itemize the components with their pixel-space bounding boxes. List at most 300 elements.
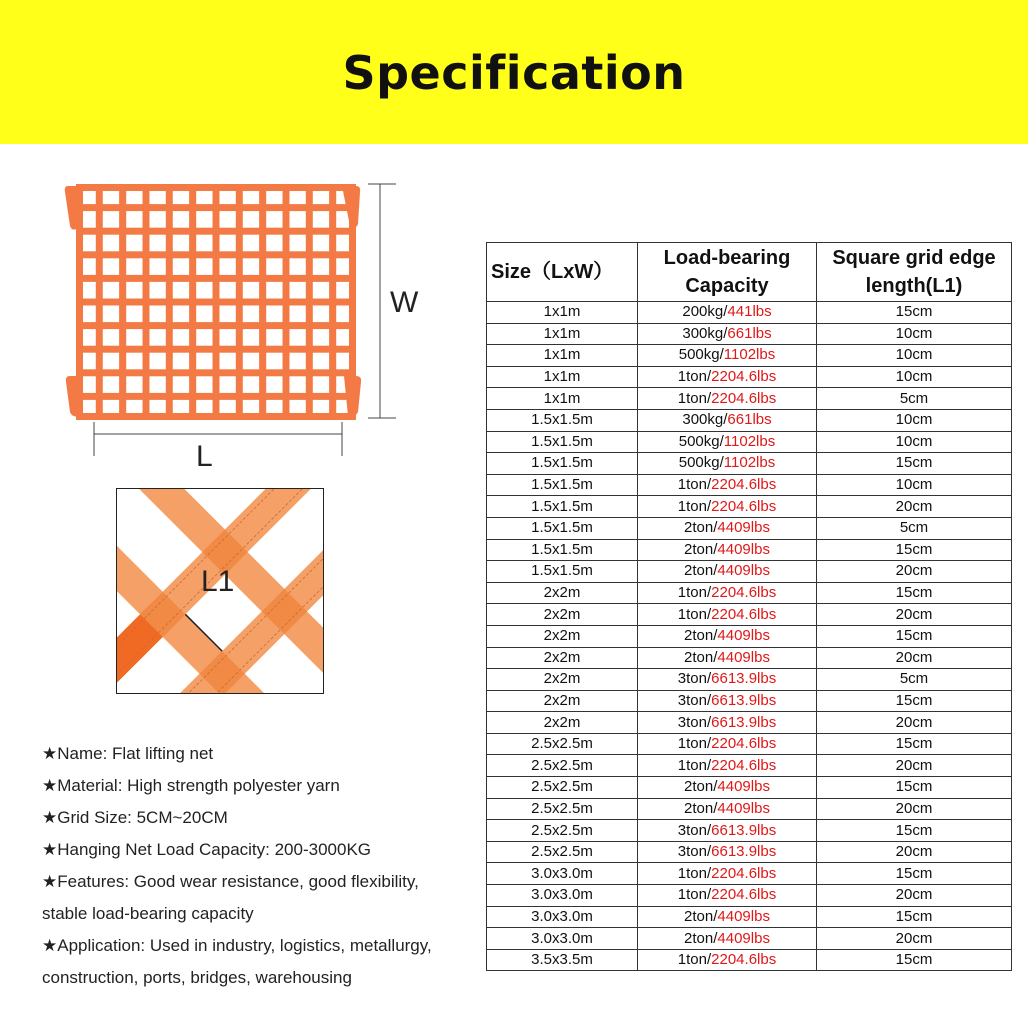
feature-text: Hanging Net Load Capacity: 200-3000KG [57,840,372,859]
table-row [487,669,1012,691]
net-grid-hole [126,235,142,252]
capacity-metric: 2ton/ [684,907,718,925]
capacity-metric: 2ton/ [684,627,718,645]
cell-capacity [638,863,817,885]
lifting-net-image [62,176,442,476]
net-grid-hole [173,400,189,413]
net-grid-hole [313,282,329,299]
net-grid-hole [173,211,189,228]
cell-grid: 20cm [817,928,1012,950]
capacity-lbs: 2204.6lbs [711,756,777,774]
net-grid-hole [103,376,119,393]
col-header-size: Size（LxW） [487,243,638,302]
net-grid-hole [196,191,212,204]
cell-grid: 5cm [817,388,1012,410]
cell-size: 1.5x1.5m [487,431,638,453]
star-icon: ★ [42,808,58,827]
feature-text: construction, ports, bridges, warehousing [42,968,352,987]
net-grid-hole [290,191,306,204]
feature-item [42,770,482,802]
net-grid-hole [173,306,189,323]
net-grid-hole [220,235,236,252]
net-grid-hole [243,235,259,252]
net-grid-hole [126,282,142,299]
capacity-lbs: 4409lbs [717,907,770,925]
net-grid-hole [336,329,349,346]
capacity-metric: 200kg/ [682,303,728,321]
cell-capacity [638,409,817,431]
net-grid-hole [266,235,282,252]
net-grid-hole [266,211,282,228]
table-row [487,561,1012,583]
table-row [487,604,1012,626]
net-grid-hole [173,191,189,204]
net-grid-hole [243,306,259,323]
capacity-lbs: 4409lbs [717,562,770,580]
net-grid-hole [103,329,119,346]
capacity-lbs: 6613.9lbs [711,713,777,731]
net-grid-hole [266,329,282,346]
cell-grid: 20cm [817,841,1012,863]
net-grid-hole [290,353,306,370]
cell-size: 2x2m [487,647,638,669]
capacity-lbs: 2204.6lbs [711,368,777,386]
table-row [487,388,1012,410]
cell-size: 1.5x1.5m [487,496,638,518]
net-grid-hole [103,306,119,323]
capacity-lbs: 2204.6lbs [711,886,777,904]
capacity-lbs: 6613.9lbs [711,691,777,709]
capacity-metric: 1ton/ [677,886,712,904]
cell-size: 2x2m [487,690,638,712]
table-row [487,755,1012,777]
cell-capacity [638,431,817,453]
cell-capacity [638,604,817,626]
cell-grid: 15cm [817,820,1012,842]
net-grid-hole [243,191,259,204]
cell-grid: 15cm [817,733,1012,755]
net-grid-hole [290,306,306,323]
table-row [487,366,1012,388]
net-grid-hole [336,211,349,228]
capacity-lbs: 2204.6lbs [711,497,777,515]
capacity-lbs: 661lbs [727,324,772,342]
table-row [487,431,1012,453]
net-grid-hole [103,400,119,413]
cell-grid: 15cm [817,863,1012,885]
cell-grid: 5cm [817,517,1012,539]
cell-capacity [638,949,817,971]
net-grid-hole [126,329,142,346]
cell-size: 3.0x3.0m [487,928,638,950]
cell-capacity [638,517,817,539]
net-grid-hole [266,191,282,204]
feature-text: Material: High strength polyester yarn [57,776,340,795]
net-grid-hole [103,191,119,204]
net-grid-hole [220,376,236,393]
cell-size: 1x1m [487,388,638,410]
dim-label-l1: L1 [201,565,235,598]
capacity-metric: 300kg/ [682,411,728,429]
table-row [487,949,1012,971]
cell-size: 1x1m [487,323,638,345]
feature-item [42,962,482,994]
net-grid-hole [103,235,119,252]
cell-grid: 10cm [817,431,1012,453]
table-row [487,345,1012,367]
star-icon: ★ [42,840,58,859]
net-grid-hole [150,400,166,413]
net-grid-hole [83,306,96,323]
capacity-lbs: 2204.6lbs [711,389,777,407]
net-grid-hole [150,353,166,370]
capacity-metric: 2ton/ [684,799,718,817]
col-header-grid: Square grid edge length(L1) [817,243,1012,302]
capacity-lbs: 4409lbs [717,519,770,537]
net-grid-hole [103,211,119,228]
net-grid-hole [83,211,96,228]
dim-label-w: W [390,286,419,319]
net-grid-hole [266,306,282,323]
col-header-capacity: Load-bearing Capacity [638,243,817,302]
table-row [487,647,1012,669]
page-title: Specification [342,46,686,100]
net-loop-bottom-left [66,376,80,417]
capacity-metric: 1ton/ [677,735,712,753]
feature-item [42,866,482,898]
feature-text: Application: Used in industry, logistics, metallurgy, [57,936,432,955]
cell-capacity [638,669,817,691]
net-grid-hole [290,235,306,252]
capacity-lbs: 661lbs [727,411,772,429]
cell-grid: 10cm [817,409,1012,431]
table-row [487,841,1012,863]
net-grid-hole [126,258,142,275]
net-grid-hole [266,400,282,413]
net-grid-hole [150,235,166,252]
capacity-metric: 1ton/ [677,864,712,882]
feature-text: Features: Good wear resistance, good flexibility, [57,872,419,891]
capacity-metric: 3ton/ [677,670,712,688]
net-grid-hole [290,376,306,393]
spec-table [486,242,1012,971]
capacity-lbs: 2204.6lbs [711,864,777,882]
net-grid-hole [313,258,329,275]
capacity-lbs: 2204.6lbs [711,735,777,753]
capacity-metric: 2ton/ [684,648,718,666]
capacity-lbs: 6613.9lbs [711,843,777,861]
capacity-lbs: 4409lbs [717,540,770,558]
feature-text: Grid Size: 5CM~20CM [57,808,228,827]
cell-capacity [638,625,817,647]
table-row [487,323,1012,345]
cell-size: 2.5x2.5m [487,733,638,755]
cell-capacity [638,777,817,799]
net-grid-hole [150,376,166,393]
cell-capacity [638,302,817,324]
cell-size: 1.5x1.5m [487,539,638,561]
cell-grid: 20cm [817,496,1012,518]
star-icon: ★ [42,744,58,763]
net-grid-hole [290,400,306,413]
cell-grid: 15cm [817,690,1012,712]
cell-capacity [638,474,817,496]
cell-grid: 15cm [817,906,1012,928]
feature-item [42,738,482,770]
feature-item [42,802,482,834]
net-grid-hole [126,353,142,370]
table-row [487,733,1012,755]
capacity-lbs: 2204.6lbs [711,951,777,969]
capacity-metric: 500kg/ [678,432,724,450]
cell-grid: 20cm [817,712,1012,734]
net-grid-hole [173,282,189,299]
table-row [487,690,1012,712]
cell-grid: 20cm [817,755,1012,777]
net-grid-hole [196,306,212,323]
grid-detail-image [116,488,324,694]
star-icon: ★ [42,936,58,955]
table-row [487,712,1012,734]
cell-capacity [638,453,817,475]
capacity-metric: 2ton/ [684,562,718,580]
cell-capacity [638,647,817,669]
cell-capacity [638,582,817,604]
capacity-metric: 2ton/ [684,540,718,558]
net-grid-hole [220,211,236,228]
cell-grid: 20cm [817,798,1012,820]
cell-size: 2x2m [487,604,638,626]
cell-capacity [638,345,817,367]
table-row [487,582,1012,604]
cell-size: 2.5x2.5m [487,798,638,820]
capacity-metric: 1ton/ [677,756,712,774]
cell-grid: 10cm [817,366,1012,388]
cell-grid: 15cm [817,625,1012,647]
net-grid-hole [103,258,119,275]
capacity-lbs: 4409lbs [717,799,770,817]
net-grid-hole [150,329,166,346]
star-icon: ★ [42,776,58,795]
feature-text: Name: Flat lifting net [57,744,214,763]
cell-size: 2x2m [487,625,638,647]
net-grid-hole [196,258,212,275]
net-grid-hole [313,400,329,413]
table-row [487,777,1012,799]
table-row [487,474,1012,496]
cell-size: 2.5x2.5m [487,820,638,842]
cell-size: 1.5x1.5m [487,474,638,496]
net-grid-hole [126,306,142,323]
cell-size: 2.5x2.5m [487,755,638,777]
capacity-lbs: 4409lbs [717,627,770,645]
cell-grid: 15cm [817,949,1012,971]
cell-size: 1.5x1.5m [487,561,638,583]
cell-capacity [638,712,817,734]
cell-size: 1.5x1.5m [487,517,638,539]
dim-label-l: L [196,440,213,473]
net-grid-hole [150,258,166,275]
table-row [487,885,1012,907]
capacity-metric: 3ton/ [677,843,712,861]
table-row [487,453,1012,475]
table-row [487,409,1012,431]
cell-grid: 15cm [817,582,1012,604]
capacity-lbs: 2204.6lbs [711,476,777,494]
capacity-metric: 300kg/ [682,324,728,342]
cell-grid: 20cm [817,885,1012,907]
cell-size: 3.0x3.0m [487,906,638,928]
net-grid-hole [243,258,259,275]
net-grid-hole [83,191,96,204]
cell-capacity [638,561,817,583]
capacity-lbs: 1102lbs [723,432,776,450]
capacity-metric: 3ton/ [677,691,712,709]
cell-size: 1x1m [487,345,638,367]
net-grid-hole [243,329,259,346]
cell-capacity [638,366,817,388]
net-grid-hole [173,235,189,252]
cell-grid: 15cm [817,539,1012,561]
capacity-lbs: 1102lbs [723,346,776,364]
net-grid-hole [313,235,329,252]
capacity-metric: 1ton/ [677,951,712,969]
net-grid-hole [336,258,349,275]
capacity-metric: 2ton/ [684,778,718,796]
net-grid-hole [196,282,212,299]
cell-grid: 5cm [817,669,1012,691]
table-row [487,302,1012,324]
net-grid-hole [313,211,329,228]
net-grid-hole [83,235,96,252]
net-grid-hole [290,211,306,228]
net-grid-hole [220,258,236,275]
net-grid-hole [83,282,96,299]
cell-size: 2.5x2.5m [487,777,638,799]
table-row [487,625,1012,647]
net-grid-hole [173,353,189,370]
capacity-lbs: 2204.6lbs [711,605,777,623]
capacity-lbs: 4409lbs [717,648,770,666]
net-grid-hole [196,400,212,413]
net-grid-hole [220,191,236,204]
net-grid-hole [290,282,306,299]
net-grid-hole [243,282,259,299]
net-grid-hole [83,353,96,370]
cell-grid: 20cm [817,647,1012,669]
net-grid-hole [103,282,119,299]
feature-item [42,898,482,930]
net-grid-hole [220,306,236,323]
capacity-lbs: 6613.9lbs [711,670,777,688]
net-grid-hole [336,353,349,370]
capacity-lbs: 6613.9lbs [711,821,777,839]
cell-capacity [638,841,817,863]
table-header-row [487,243,1012,302]
net-grid-hole [196,211,212,228]
table-row [487,820,1012,842]
net-grid-hole [83,400,96,413]
net-grid-hole [196,376,212,393]
cell-capacity [638,388,817,410]
net-grid-hole [83,329,96,346]
cell-size: 3.0x3.0m [487,885,638,907]
table-row [487,906,1012,928]
net-grid-hole [220,400,236,413]
title-banner [0,0,1028,144]
cell-capacity [638,798,817,820]
cell-capacity [638,906,817,928]
cell-capacity [638,690,817,712]
table-row [487,798,1012,820]
capacity-metric: 1ton/ [677,389,712,407]
cell-size: 1x1m [487,366,638,388]
cell-grid: 20cm [817,604,1012,626]
net-grid-hole [336,235,349,252]
cell-size: 1.5x1.5m [487,409,638,431]
cell-size: 3.0x3.0m [487,863,638,885]
net-grid-hole [266,353,282,370]
capacity-lbs: 4409lbs [717,778,770,796]
cell-grid: 15cm [817,777,1012,799]
net-grid-hole [126,400,142,413]
net-grid-hole [196,353,212,370]
net-grid-hole [336,282,349,299]
net-grid-hole [243,353,259,370]
cell-size: 2x2m [487,582,638,604]
cell-grid: 10cm [817,345,1012,367]
net-grid-hole [266,376,282,393]
net-grid-hole [266,282,282,299]
capacity-metric: 2ton/ [684,929,718,947]
capacity-metric: 1ton/ [677,605,712,623]
table-row [487,863,1012,885]
net-grid-hole [313,353,329,370]
cell-size: 2x2m [487,669,638,691]
capacity-metric: 3ton/ [677,713,712,731]
capacity-metric: 1ton/ [677,476,712,494]
cell-capacity [638,820,817,842]
cell-grid: 20cm [817,561,1012,583]
net-grid-hole [83,258,96,275]
cell-size: 3.5x3.5m [487,949,638,971]
cell-capacity [638,755,817,777]
net-grid-hole [126,376,142,393]
star-icon: ★ [42,872,58,891]
net-grid-hole [336,306,349,323]
cell-size: 2.5x2.5m [487,841,638,863]
capacity-metric: 500kg/ [678,454,724,472]
cell-size: 1.5x1.5m [487,453,638,475]
table-row [487,517,1012,539]
table-row [487,539,1012,561]
net-grid-hole [220,353,236,370]
net-grid-hole [266,258,282,275]
net-grid-hole [243,211,259,228]
feature-text: stable load-bearing capacity [42,904,254,923]
capacity-lbs: 4409lbs [717,929,770,947]
net-grid-hole [103,353,119,370]
net-grid-hole [290,258,306,275]
net-grid-hole [83,376,96,393]
capacity-metric: 1ton/ [677,497,712,515]
capacity-lbs: 2204.6lbs [711,584,777,602]
net-grid-hole [173,376,189,393]
feature-list [42,738,482,994]
capacity-metric: 2ton/ [684,519,718,537]
table-row [487,496,1012,518]
capacity-metric: 500kg/ [678,346,724,364]
